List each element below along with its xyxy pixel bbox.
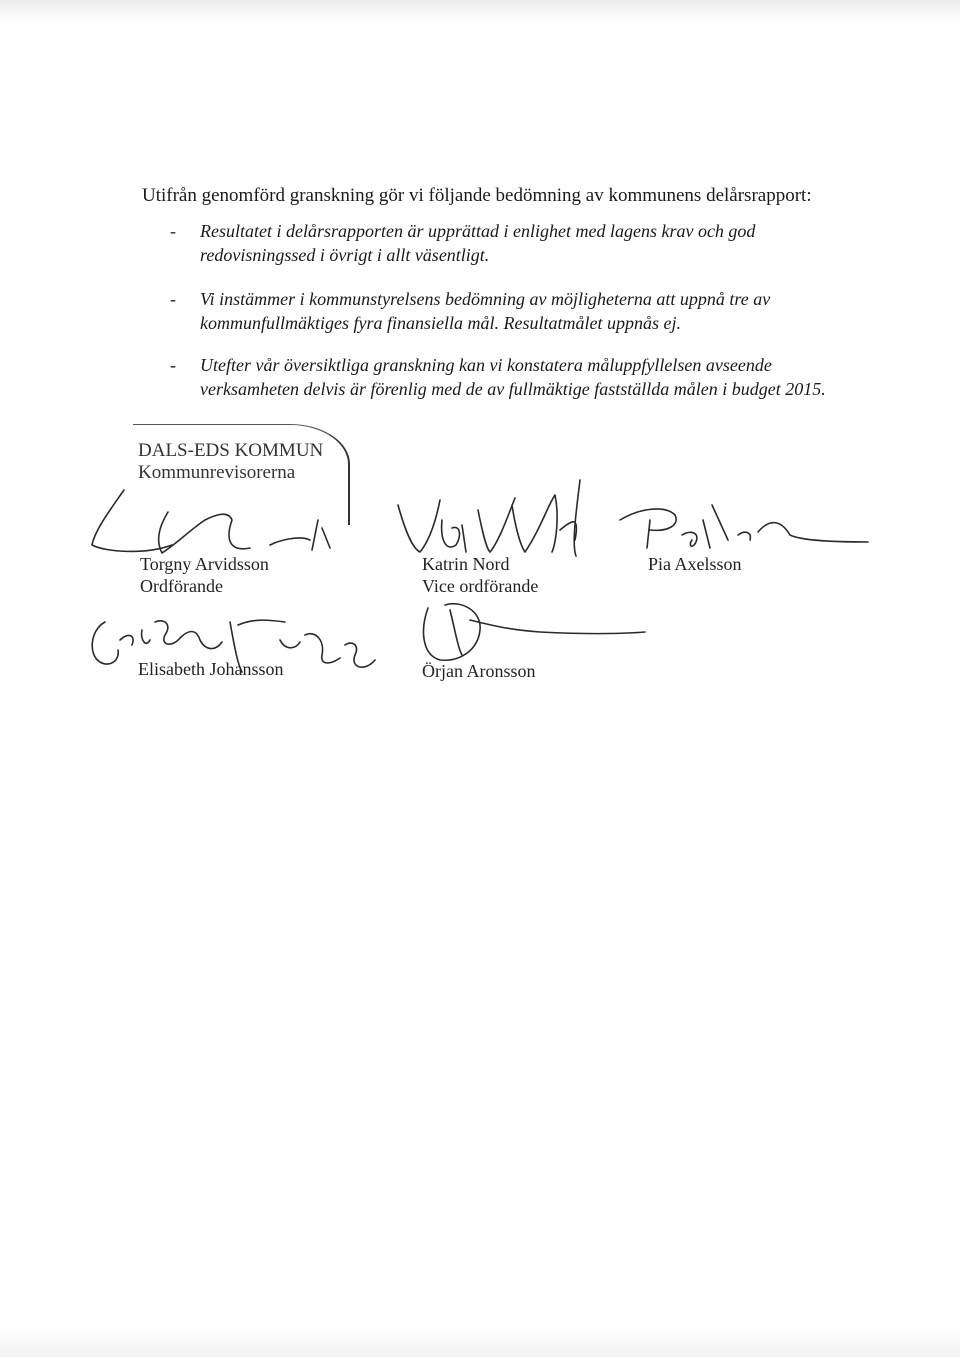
bullet-dash: - <box>170 355 176 375</box>
signatory-name: Elisabeth Johansson <box>138 659 284 679</box>
signature-torgny <box>92 490 330 553</box>
signatory-3 <box>648 553 742 575</box>
signature-katrin <box>398 480 580 556</box>
signature-orjan <box>424 604 645 660</box>
stamp-unit: Kommunrevisorerna <box>138 462 296 483</box>
scan-edge-bottom <box>0 1327 960 1357</box>
intro-text: Utifrån genomförd granskning gör vi följande bedömning av kommunens delårsrapport: <box>142 185 812 206</box>
bullet-dash: - <box>170 221 176 241</box>
signatory-role: Ordförande <box>140 576 223 596</box>
signatory-name: Katrin Nord <box>422 554 510 574</box>
assessment-text: Resultatet i delårsrapporten är upprättad i enlighet med lagens krav och god redovisningssed i övrigt i allt väsentligt. <box>200 221 756 265</box>
signatory-2 <box>422 553 538 597</box>
signatory-name: Pia Axelsson <box>648 554 742 574</box>
signatory-role: Vice ordförande <box>422 576 539 596</box>
signatory-name: Örjan Aronsson <box>422 661 536 681</box>
signatory-4 <box>138 658 284 680</box>
signatory-name: Torgny Arvidsson <box>140 554 269 574</box>
assessment-text: Vi instämmer i kommunstyrelsens bedömning av möjligheterna att uppnå tre av kommunfullmäktiges fyra finansiella mål. Resultatmålet uppnås ej. <box>200 289 771 333</box>
bullet-dash: - <box>170 289 176 309</box>
signatory-1 <box>140 553 269 597</box>
stamp-org: DALS-EDS KOMMUN <box>138 440 324 461</box>
assessment-text: Utefter vår översiktliga granskning kan vi konstatera måluppfyllelsen avseende verksamheten delvis är förenlig med de av fullmäktige fastställda målen i budget 2015. <box>200 355 826 399</box>
signature-pia <box>620 505 868 548</box>
signatory-5 <box>422 660 536 682</box>
